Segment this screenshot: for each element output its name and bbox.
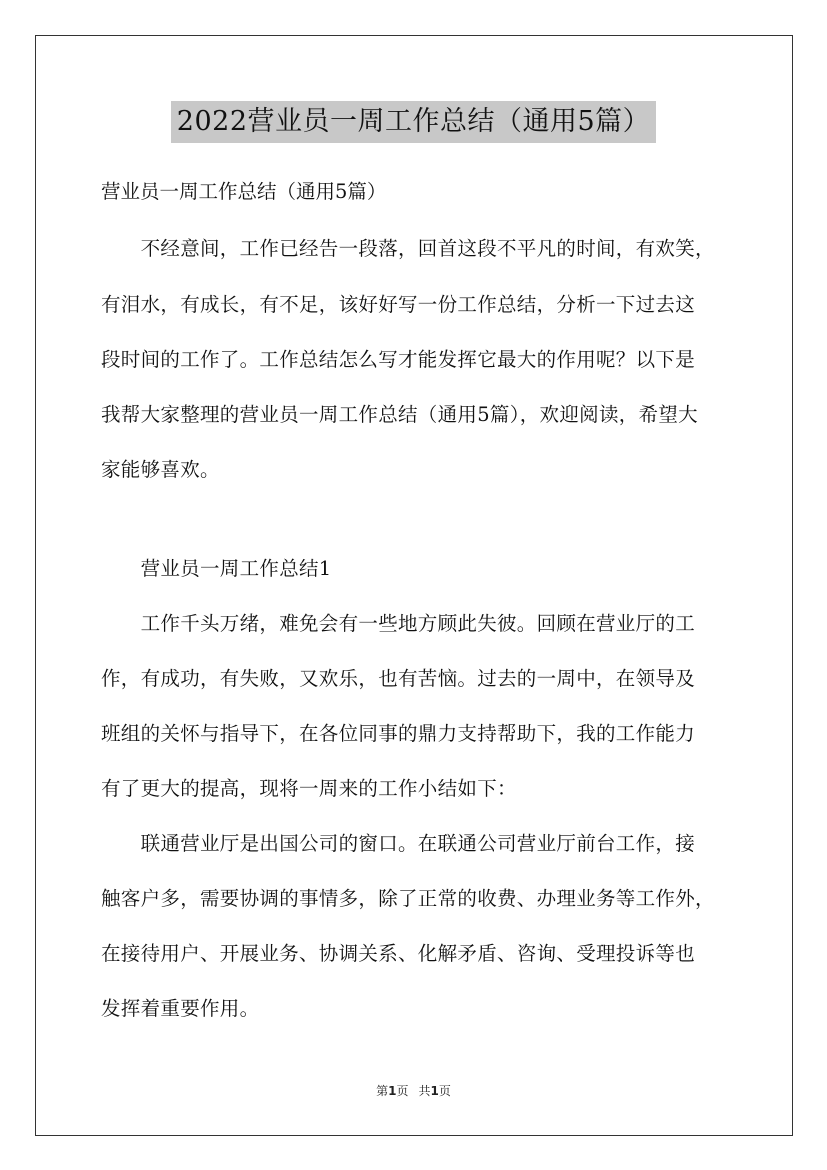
page-prefix: 第	[376, 1084, 389, 1098]
page-unit: 页	[396, 1084, 409, 1098]
total-pages: 1	[430, 1084, 439, 1098]
paragraph-line: 作，有成功，有失败，又欢乐，也有苦恼。过去的一周中，在领导及	[101, 667, 696, 690]
intro-line: 有泪水，有成长，有不足，该好好写一份工作总结，分析一下过去这	[101, 293, 696, 316]
paragraph-line: 班组的关怀与指导下，在各位同事的鼎力支持帮助下，我的工作能力	[101, 722, 696, 745]
spacer	[101, 497, 741, 541]
paragraph-line: 联通营业厅是出国公司的窗口。在联通公司营业厅前台工作，接	[101, 832, 696, 855]
total-prefix: 共	[418, 1084, 431, 1098]
paragraph-line: 触客户多，需要协调的事情多，除了正常的收费、办理业务等工作外，	[101, 887, 715, 910]
paragraph-line: 有了更大的提高，现将一周来的工作小结如下：	[101, 777, 517, 800]
intro-line: 家能够喜欢。	[101, 458, 220, 481]
section-heading: 营业员一周工作总结1	[101, 557, 332, 580]
page-footer	[0, 1082, 827, 1099]
paragraph-line: 工作千头万绪，难免会有一些地方顾此失彼。回顾在营业厅的工	[101, 612, 696, 635]
total-unit: 页	[438, 1084, 451, 1098]
paragraph-line: 在接待用户、开展业务、协调关系、化解矛盾、咨询、受理投诉等也	[101, 942, 696, 965]
intro-paragraph	[101, 220, 741, 497]
paragraph-line: 发挥着重要作用。	[101, 997, 260, 1020]
document-subtitle: 营业员一周工作总结（通用5篇）	[101, 180, 387, 203]
document-body	[101, 174, 741, 1036]
document-title	[0, 100, 827, 143]
section-paragraph	[101, 816, 741, 1036]
page-number: 1	[388, 1084, 397, 1098]
intro-line: 不经意间，工作已经告一段落，回首这段不平凡的时间，有欢笑，	[101, 237, 715, 260]
section-paragraph	[101, 596, 741, 816]
document-title-text: 2022营业员一周工作总结（通用5篇）	[171, 101, 656, 143]
intro-line: 段时间的工作了。工作总结怎么写才能发挥它最大的作用呢？以下是	[101, 348, 696, 371]
intro-line: 我帮大家整理的营业员一周工作总结（通用5篇），欢迎阅读，希望大	[101, 403, 698, 426]
